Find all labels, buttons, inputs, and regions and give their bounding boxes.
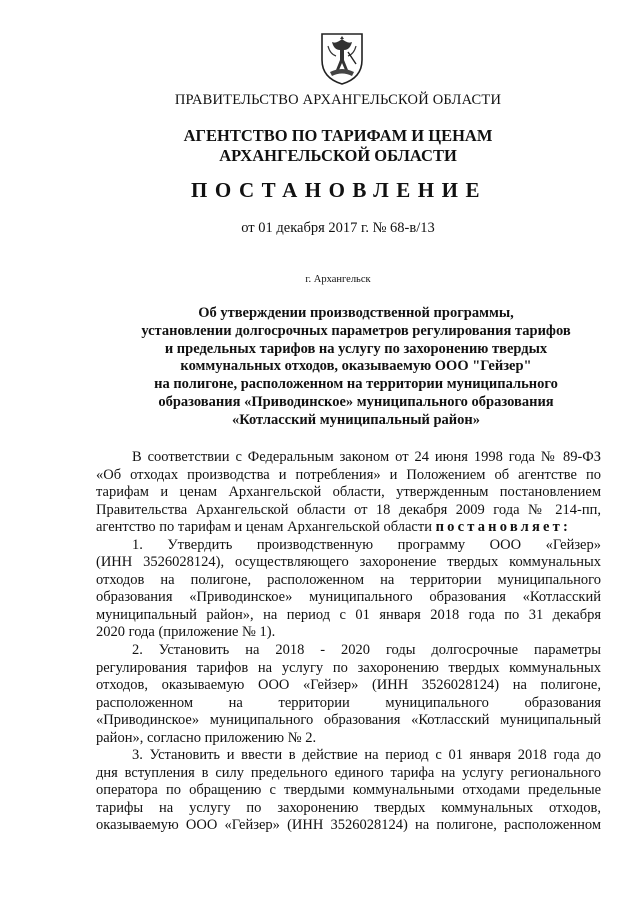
document-body — [96, 449, 601, 835]
body-line: «Об отходах производства и потребления» и Положением об агентстве по — [96, 466, 601, 483]
coat-of-arms-icon — [318, 30, 366, 86]
document-city: г. Архангельск — [305, 274, 371, 285]
body-line: Правительства Архангельской области от 18 декабря 2009 года № 214-пп, — [96, 501, 601, 518]
body-line: тарифам и ценам Архангельской области, утвержденным постановлением — [96, 484, 601, 501]
document-subject — [96, 305, 616, 430]
body-line — [96, 519, 601, 537]
document-type: ПОСТАНОВЛЕНИЕ — [191, 178, 487, 202]
body-line: «Приводинское» муниципального образования «Котласский муниципальный — [96, 712, 601, 729]
agency-title-line1: АГЕНТСТВО ПО ТАРИФАМ И ЦЕНАМ — [183, 126, 493, 145]
agency-title — [0, 126, 640, 166]
body-line: дня вступления в силу предельного единого тарифа на услугу регионального — [96, 764, 601, 781]
government-title: ПРАВИТЕЛЬСТВО АРХАНГЕЛЬСКОЙ ОБЛАСТИ — [174, 92, 502, 108]
body-line: муниципальный район», на период с 01 января 2018 года по 31 декабря — [96, 606, 601, 623]
agency-title-line2: АРХАНГЕЛЬСКОЙ ОБЛАСТИ — [219, 146, 457, 165]
body-line: (ИНН 3526028124), осуществляющего захоронение твердых коммунальных — [96, 554, 601, 571]
body-line: оказываемую ООО «Гейзер» (ИНН 3526028124) на полигоне, расположенном — [96, 817, 601, 834]
subject-line: образования «Приводинское» муниципального образования — [158, 393, 554, 410]
body-line: оператора по обращению с твердыми коммунальными отходами предельные — [96, 782, 601, 799]
body-line: расположенном на территории муниципального образования — [96, 694, 601, 711]
subject-line: коммунальных отходов, оказываемую ООО "Гейзер" — [180, 358, 532, 375]
body-line: тарифы на услугу по захоронению твердых коммунальных отходов, — [96, 799, 601, 816]
subject-line: Об утверждении производственной программы, — [198, 305, 514, 321]
body-line: образования «Приводинское» муниципального образования «Котласский — [96, 589, 601, 606]
subject-line: на полигоне, расположенном на территории муниципального — [154, 376, 558, 393]
subject-line: установлении долгосрочных параметров регулирования тарифов — [141, 322, 571, 339]
body-line: 2020 года (приложение № 1). — [96, 624, 276, 641]
subject-line: и предельных тарифов на услугу по захоронению твердых — [164, 340, 548, 357]
body-line: 1. Утвердить производственную программу ООО «Гейзер» — [132, 536, 601, 553]
body-line: отходов на полигоне, расположенном на территории муниципального — [96, 571, 601, 588]
body-line: В соответствии с Федеральным законом от 24 июня 1998 года № 89-ФЗ — [132, 449, 601, 465]
preamble-last: агентство по тарифам и ценам Архангельской области — [96, 519, 432, 536]
body-line: район», согласно приложению № 2. — [96, 729, 317, 746]
body-line: 3. Установить и ввести в действие на период с 01 января 2018 года до — [132, 747, 601, 764]
body-line: 2. Установить на 2018 - 2020 годы долгосрочные параметры — [132, 642, 601, 659]
resolves-word: постановляет: — [435, 519, 572, 536]
document-date-number: от 01 декабря 2017 г. № 68-в/13 — [241, 220, 435, 236]
body-line: отходов, оказываемую ООО «Гейзер» (ИНН 3526028124) на полигоне, — [96, 677, 601, 694]
subject-line: «Котласский муниципальный район» — [231, 411, 481, 428]
body-line: регулирования тарифов на услугу по захоронению твердых коммунальных — [96, 659, 601, 676]
